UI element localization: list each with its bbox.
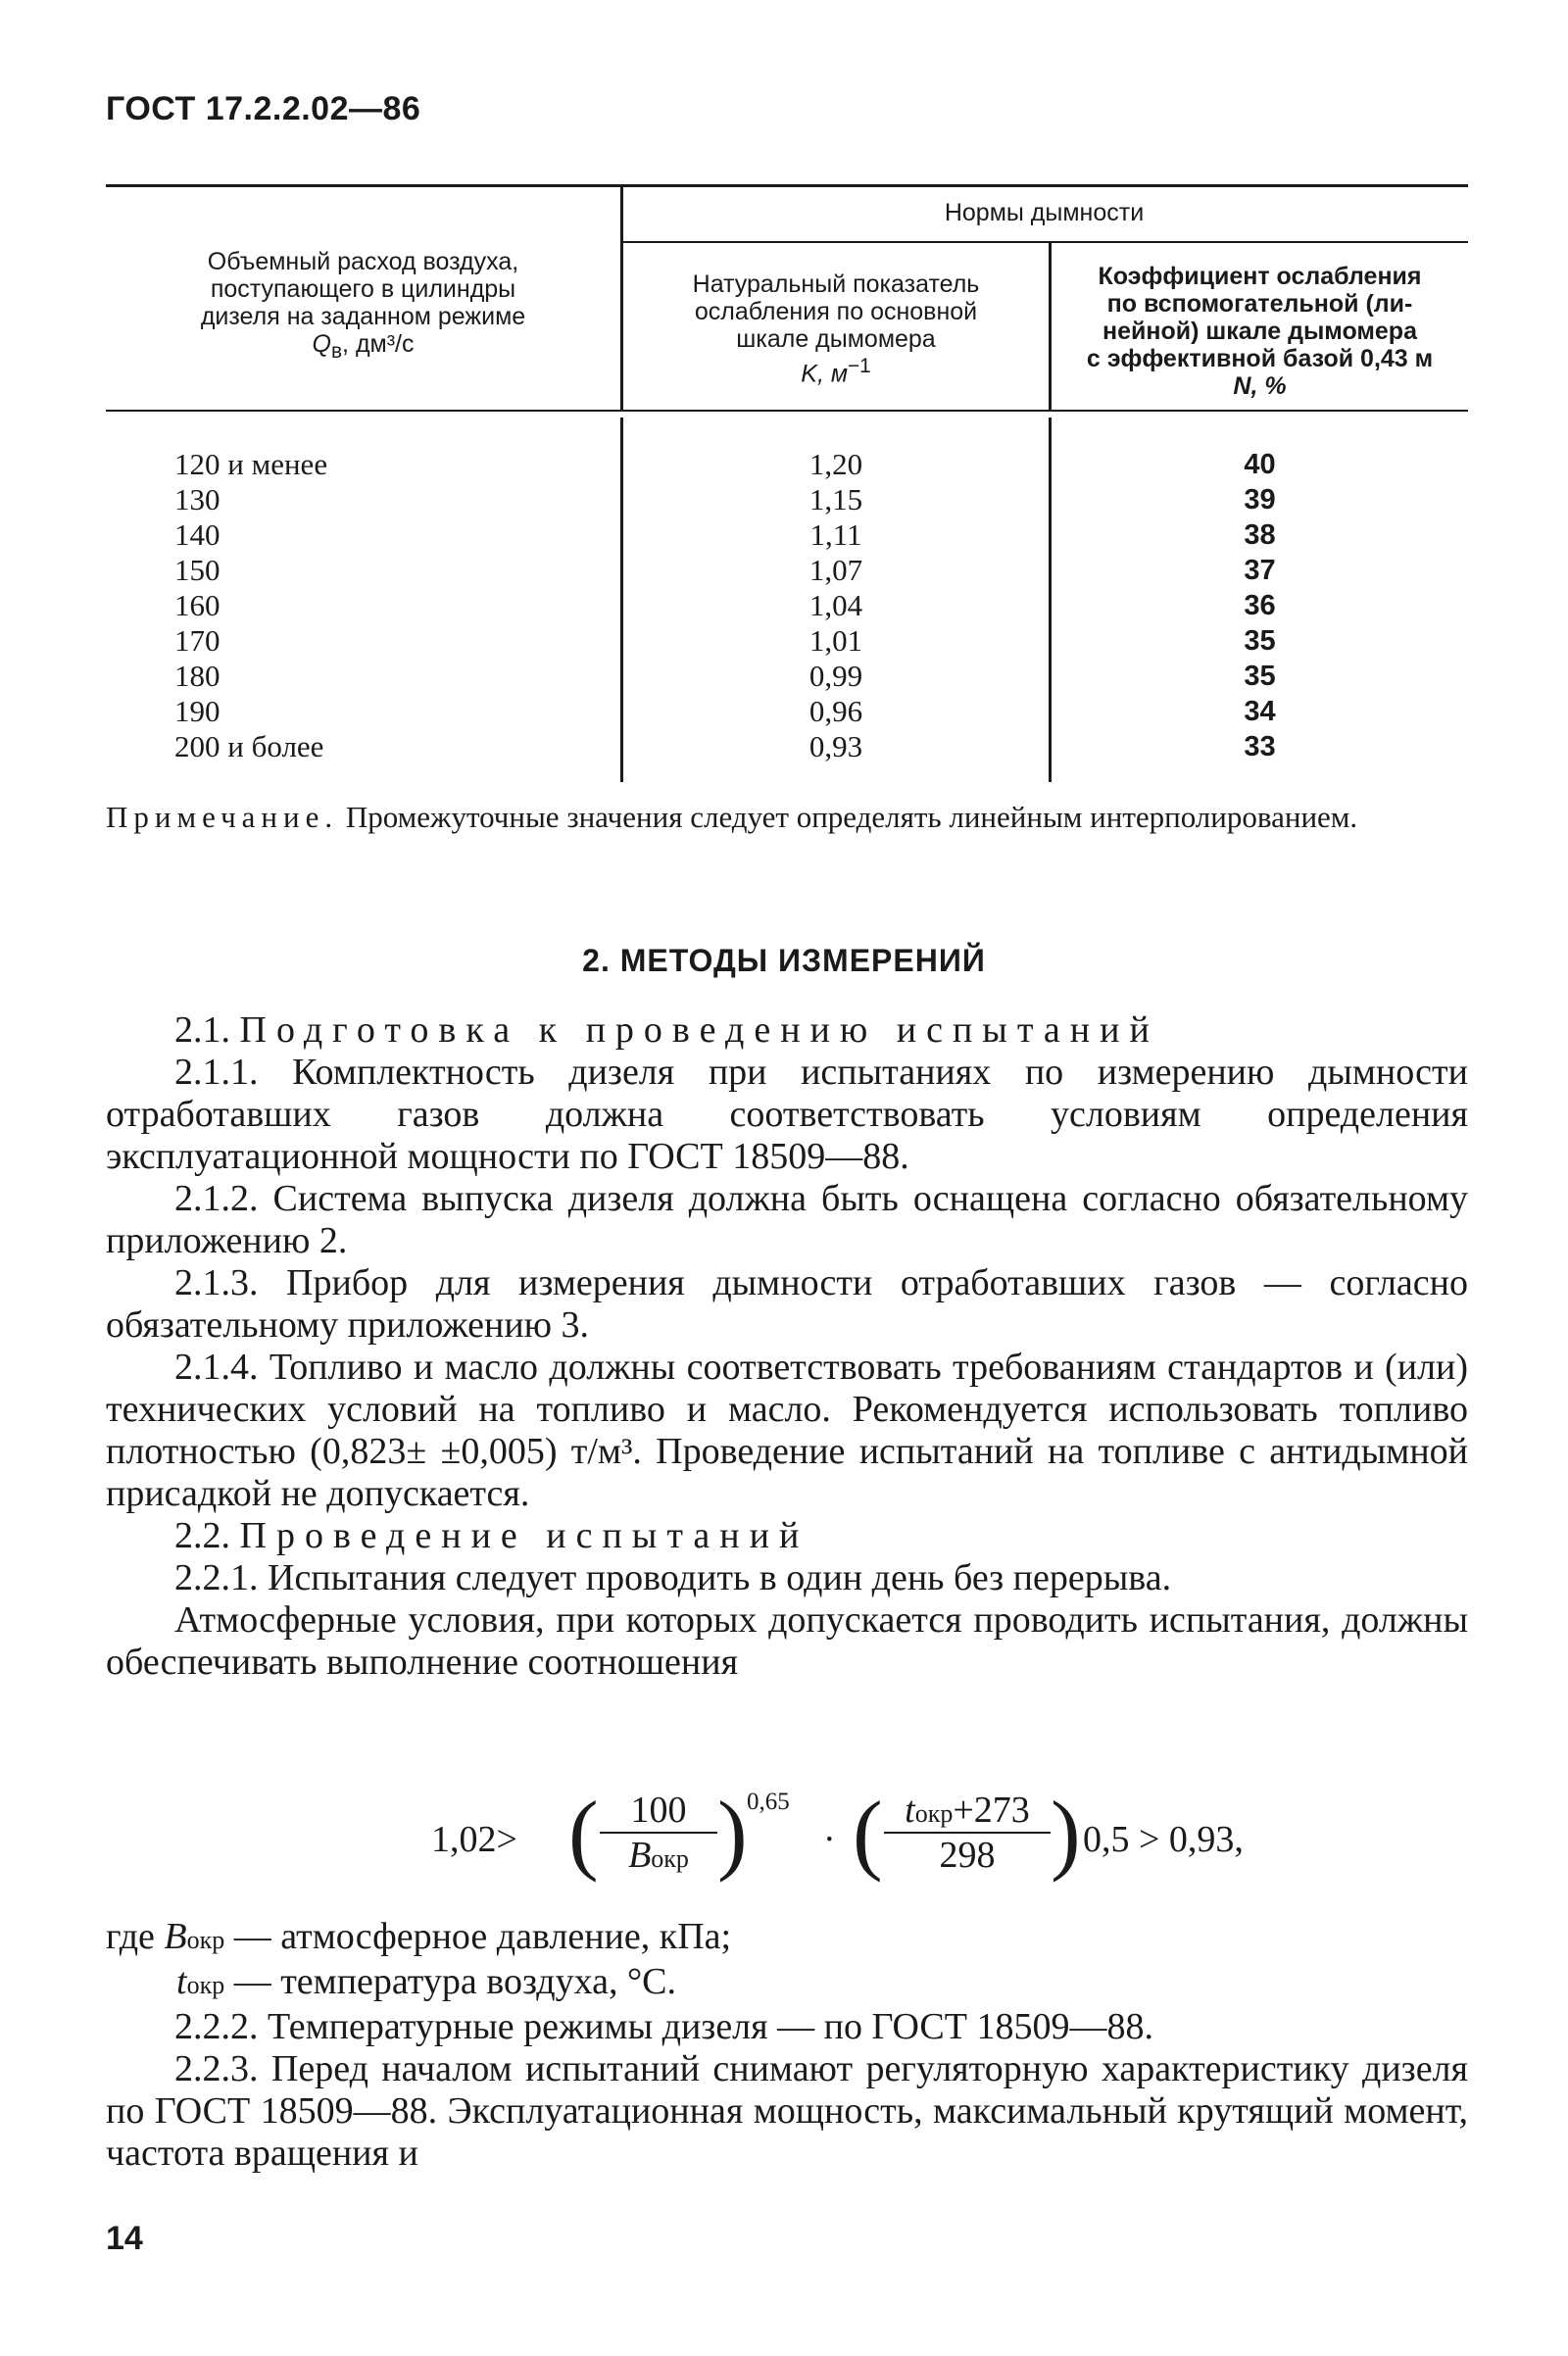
table-cell: 160	[174, 588, 220, 622]
col2-values	[623, 447, 1049, 764]
atmospheric-formula	[431, 1783, 1313, 1896]
table-note	[106, 799, 1468, 836]
formula-exponent: 0,65	[747, 1789, 790, 1815]
table-cell: 200 и более	[174, 729, 324, 763]
col1-values	[174, 447, 606, 764]
table-cell: 1,20	[808, 447, 863, 481]
section-title: 2. МЕТОДЫ ИЗМЕРЕНИЙ	[582, 943, 986, 978]
where-temperature: tокр — температура воздуха, °С.	[176, 1961, 677, 2002]
note-label: Примечание.	[106, 800, 339, 834]
col1-header: Объемный расход воздуха, поступающего в цилиндры дизеля на заданном режиме $Q_в$, дм³/с	[200, 248, 526, 363]
table-cell: 1,01	[808, 623, 863, 658]
paragraph-2-2-1: 2.2.1. Испытания следует проводить в один день без перерыва.	[174, 1557, 1172, 1598]
group-header: Нормы дымности	[944, 199, 1145, 226]
table-cell: 38	[1244, 519, 1276, 551]
table-cell: 39	[1244, 484, 1276, 515]
table-cell: 170	[174, 623, 220, 658]
group-header-rule	[620, 241, 1468, 243]
paragraph-2-1-1: 2.1.1. Комплектность дизеля при испытаниях по измерению дымности отработавших газов должна соответствовать условиям определения эксплуатационной мощности по ГОСТ 18509—88.	[106, 1052, 1468, 1177]
document-header: ГОСТ 17.2.2.02—86	[106, 90, 421, 127]
table-cell: 1,04	[808, 588, 863, 622]
section-body	[106, 1009, 1468, 1684]
table-top-rule	[106, 184, 1468, 187]
formula-paren: (	[568, 1783, 599, 1883]
table-cell: 35	[1244, 661, 1276, 692]
formula-fraction-2: tокр+273 298	[884, 1789, 1051, 1877]
paragraph-2-1-2: 2.1.2. Система выпуска дизеля должна быть оснащена согласно обязательному приложению 2.	[106, 1178, 1468, 1261]
table-cell: 36	[1244, 590, 1276, 621]
col3-header: Коэффициент ослабления по вспомогательной (ли- нейной) шкале дымомера с эффективной базой 0,43 м N, %	[1086, 263, 1434, 400]
formula-fraction-1: 100 Bокр	[600, 1789, 717, 1877]
page-number: 14	[106, 2220, 143, 2257]
formula-dot: ·	[823, 1819, 836, 1860]
table-cell: 37	[1244, 555, 1276, 586]
table-cell: 140	[174, 517, 220, 552]
subsection-2-1-heading: 2.1. Подготовка к проведению испытаний	[174, 1009, 1159, 1051]
where-pressure: где Bокр — атмосферное давление, кПа;	[106, 1916, 732, 1957]
table-cell: 40	[1244, 449, 1276, 480]
table-header-rule	[106, 410, 1468, 412]
paragraph-2-1-3: 2.1.3. Прибор для измерения дымности отработавших газов — согласно обязательному приложению 3.	[106, 1262, 1468, 1346]
table-cell: 1,15	[808, 482, 863, 516]
formula-paren: (	[853, 1783, 883, 1883]
col3-values	[1052, 447, 1468, 764]
table-cell: 0,96	[808, 694, 863, 728]
table-cell: 1,11	[809, 517, 862, 552]
table-cell: 1,07	[808, 553, 863, 587]
table-cell: 34	[1244, 696, 1276, 727]
paragraph-2-2-2: 2.2.2. Температурные режимы дизеля — по ГОСТ 18509—88.	[174, 2006, 1153, 2047]
table-cell: 33	[1244, 731, 1276, 762]
table-cell: 0,99	[808, 659, 863, 693]
col2-header: Натуральный показатель ослабления по основной шкале дымомера K, $м^{-1}$	[692, 270, 980, 388]
paragraph-2-2-3: 2.2.3. Перед началом испытаний снимают регуляторную характеристику дизеля по ГОСТ 18509—88. Эксплуатационная мощность, максимальный крутящий момент, частота вращения и	[106, 2048, 1468, 2174]
formula-paren: )	[717, 1783, 748, 1883]
table-cell: 150	[174, 553, 220, 587]
note-text: Промежуточные значения следует определять линейным интерполированием.	[345, 800, 1358, 834]
subsection-2-2-heading: 2.2. Проведение испытаний	[174, 1515, 809, 1556]
table-cell: 0,93	[808, 729, 863, 763]
formula-left: 1,02>	[431, 1819, 517, 1860]
table-cell: 180	[174, 659, 220, 693]
paragraph-atmospheric: Атмосферные условия, при которых допускается проводить испытания, должны обеспечивать выполнение соотношения	[106, 1599, 1468, 1683]
table-cell: 120 и менее	[174, 447, 328, 481]
formula-paren: )	[1051, 1783, 1081, 1883]
paragraph-2-1-4: 2.1.4. Топливо и масло должны соответствовать требованиям стандартов и (или) технических условий на топливо и масло. Рекомендуется использовать топливо плотностью (0,823± ±0,005) т/м³. Проведение испытаний на топливе с антидымной присадкой не допускается.	[106, 1347, 1468, 1514]
table-cell: 35	[1244, 625, 1276, 657]
section-body-continued	[106, 1916, 1468, 2175]
table-cell: 190	[174, 694, 220, 728]
table-cell: 130	[174, 482, 220, 516]
formula-right: 0,5 > 0,93,	[1083, 1819, 1244, 1860]
